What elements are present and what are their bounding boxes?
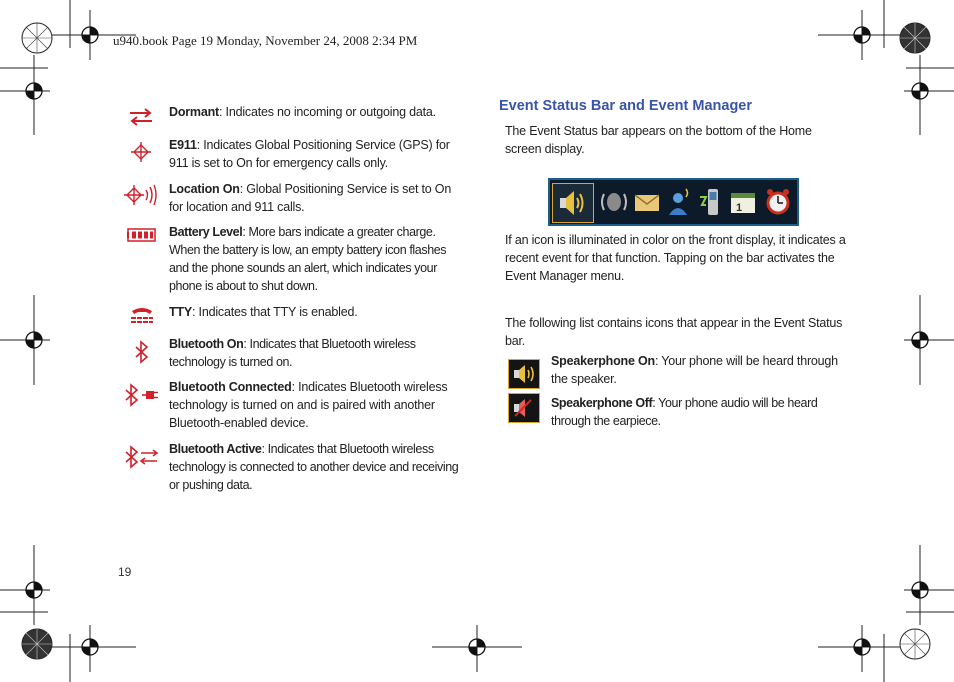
item-desc: : Indicates that Bluetooth wireless technology is turned on. xyxy=(169,337,416,369)
ringer-icon xyxy=(598,183,630,221)
event-status-bar xyxy=(548,178,799,226)
item-desc: : Your phone will be heard through the speaker. xyxy=(551,354,838,386)
item-term: Speakerphone Off xyxy=(551,396,653,410)
contact-icon xyxy=(664,183,694,221)
list-item xyxy=(169,378,465,432)
speakerphone-off-icon xyxy=(508,393,540,423)
item-desc: : Global Positioning Service is set to On for location and 911 calls. xyxy=(169,182,452,214)
bluetooth-connected-icon xyxy=(124,382,160,408)
item-desc: : More bars indicate a greater charge. When the battery is low, an empty battery icon flashes and the phone sounds an alert, which indicates your phone is about to shut down. xyxy=(169,225,447,293)
calendar-icon xyxy=(728,183,758,221)
envelope-icon xyxy=(632,183,662,221)
page-header: u940.book Page 19 Monday, November 24, 2008 2:34 PM xyxy=(113,33,418,48)
tty-icon xyxy=(129,306,155,326)
dormant-arrows-icon xyxy=(128,108,154,126)
location-on-icon xyxy=(124,184,158,206)
speaker-icon xyxy=(553,184,591,222)
item-term: Bluetooth Connected xyxy=(169,380,292,394)
list-item xyxy=(169,335,465,371)
paragraph: The Event Status bar appears on the bottom of the Home screen display. xyxy=(505,124,812,156)
gps-crosshair-icon xyxy=(131,142,151,162)
item-desc: : Your phone audio will be heard through the earpiece. xyxy=(551,396,818,428)
battery-level-icon xyxy=(127,228,157,242)
list-item xyxy=(169,103,465,121)
item-desc: : Indicates that TTY is enabled. xyxy=(192,305,358,319)
paragraph: The following list contains icons that appear in the Event Status bar. xyxy=(505,316,843,348)
list-item xyxy=(551,352,851,388)
list-item xyxy=(169,136,465,172)
item-term: E911 xyxy=(169,138,197,152)
bluetooth-active-icon xyxy=(124,444,160,470)
speaker-cell xyxy=(552,183,594,223)
item-term: Bluetooth Active xyxy=(169,442,262,456)
item-term: TTY xyxy=(169,305,193,319)
list-item xyxy=(169,223,465,295)
item-desc: : Indicates Global Positioning Service (GPS) for 911 is set to On for emergency calls only. xyxy=(169,138,450,170)
section-heading: Event Status Bar and Event Manager xyxy=(499,98,753,114)
item-term: Speakerphone On xyxy=(551,354,655,368)
item-desc: : Indicates no incoming or outgoing data. xyxy=(219,105,436,119)
item-desc: : Indicates Bluetooth wireless technology is turned on and is paired with another Bluetooth-enabled device. xyxy=(169,380,448,430)
list-item xyxy=(169,303,465,321)
list-item xyxy=(169,180,465,216)
item-term: Location On xyxy=(169,182,240,196)
paragraph: If an icon is illuminated in color on the front display, it indicates a recent event for that function. Tapping on the bar activates the Event Manager menu. xyxy=(505,233,846,283)
item-term: Dormant xyxy=(169,105,219,119)
item-desc: : Indicates that Bluetooth wireless technology is connected to another device and receiving or pushing data. xyxy=(169,442,459,492)
list-item xyxy=(551,394,851,430)
phone-icon xyxy=(696,183,724,221)
page-number: 19 xyxy=(118,565,132,579)
item-term: Bluetooth On xyxy=(169,337,244,351)
list-item xyxy=(169,440,465,494)
speakerphone-on-icon xyxy=(508,359,540,389)
item-term: Battery Level xyxy=(169,225,243,239)
calendar-day: 1 xyxy=(736,202,743,214)
alarm-clock-icon xyxy=(762,183,794,221)
bluetooth-icon xyxy=(134,340,150,364)
